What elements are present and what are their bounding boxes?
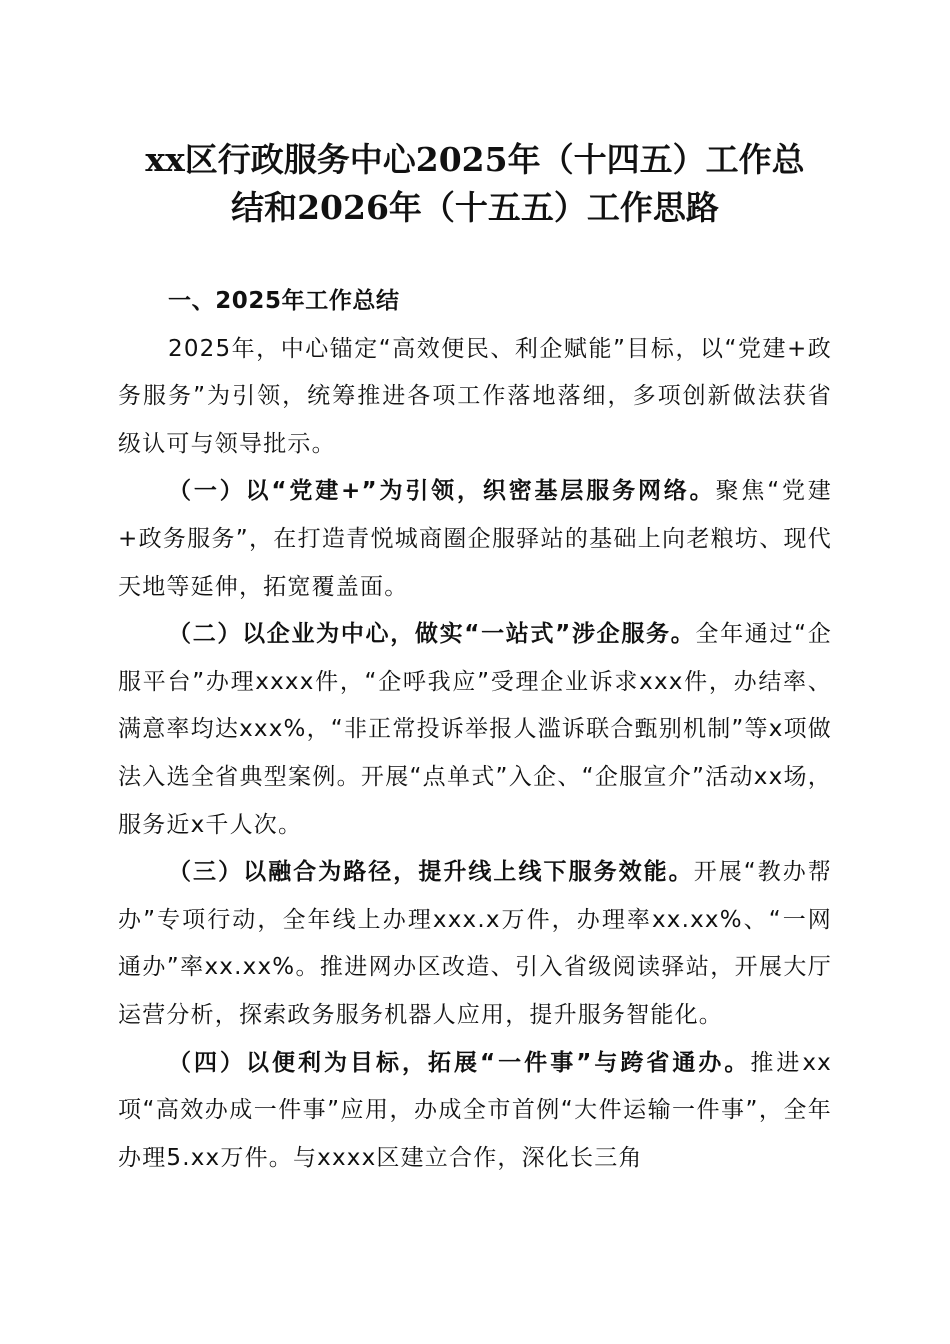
paragraph-lead: （三）以融合为路径，提升线上线下服务效能。 xyxy=(168,859,694,886)
paragraph-text: 聚焦“党建+政务服务”，在打造青悦城商圈企服驿站的基础上向老粮坊、现代天地等延伸，拓宽覆盖面。 xyxy=(118,478,833,600)
intro-paragraph: 2025年，中心锚定“高效便民、利企赋能”目标，以“党建+政务服务”为引领，统筹推进各项工作落地落细，多项创新做法获省级认可与领导批示。 xyxy=(118,335,832,457)
paragraph-lead: （四）以便利为目标，拓展“一件事”与跨省通办。 xyxy=(168,1049,751,1076)
paragraph-item-3 xyxy=(118,849,832,1039)
section-heading: 一、2025年工作总结 xyxy=(168,288,400,314)
paragraph-text: 全年通过“企服平台”办理xxxx件，“企呼我应”受理企业诉求xxx件，办结率、满意率均达xxx%，“非正常投诉举报人滥诉联合甄别机制”等x项做法入选全省典型案例。开展“点单式”入企、“企服宣介”活动xx场，服务近x千人次。 xyxy=(118,621,832,838)
title-line-2: 结和2026年（十五五）工作思路 xyxy=(231,188,719,227)
paragraph-item-4 xyxy=(118,1040,832,1183)
paragraph-text: 开展“教办帮办”专项行动，全年线上办理xxx.x万件，办理率xx.xx%、“一网通办”率xx.xx%。推进网办区改造、引入省级阅读驿站，开展大厅运营分析，探索政务服务机器人应用，提升服务智能化。 xyxy=(118,859,833,1028)
paragraph-lead: （一）以“党建+”为引领，织密基层服务网络。 xyxy=(168,478,716,505)
paragraph-item-1 xyxy=(118,468,832,611)
paragraph-item-2 xyxy=(118,611,832,849)
title-line-1: xx区行政服务中心2025年（十四五）工作总 xyxy=(145,140,805,179)
document-body xyxy=(118,278,832,1182)
paragraph-text: 推进xx项“高效办成一件事”应用，办成全市首例“大件运输一件事”，全年办理5.xx万件。与xxxx区建立合作，深化长三角 xyxy=(118,1049,832,1171)
document-title xyxy=(118,136,832,232)
paragraph-lead: （二）以企业为中心，做实“一站式”涉企服务。 xyxy=(168,621,696,648)
